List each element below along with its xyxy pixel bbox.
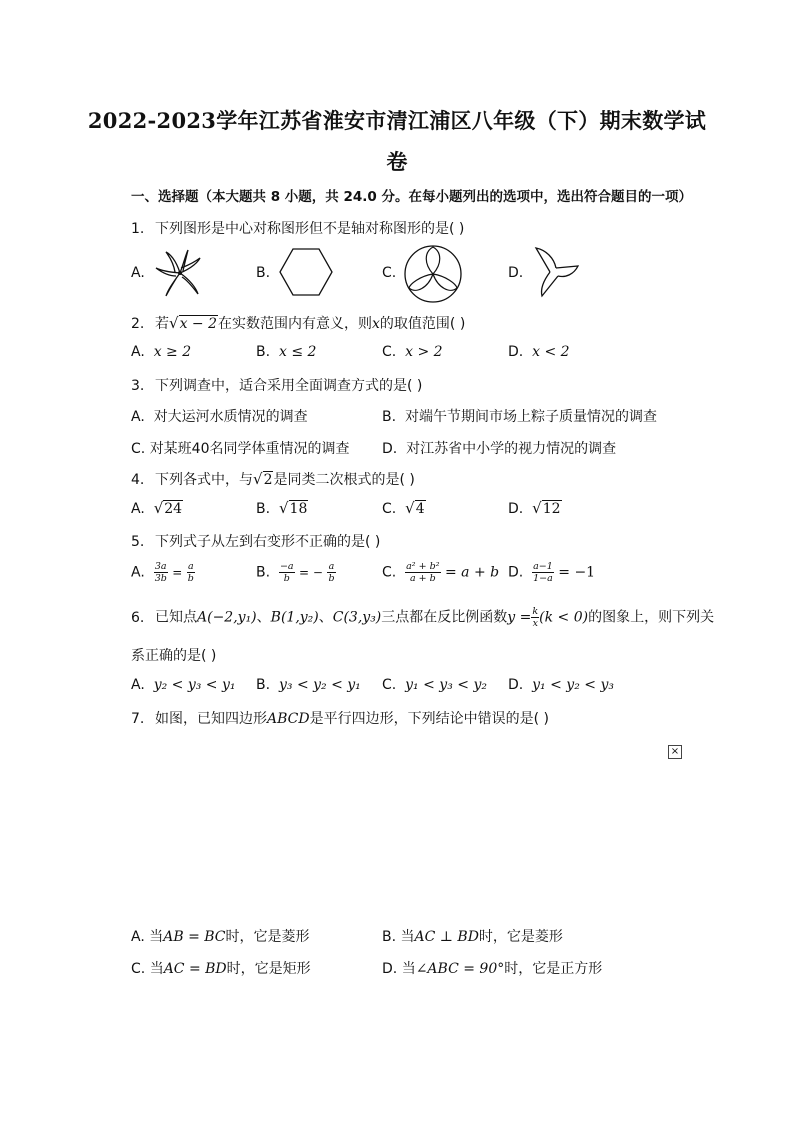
sqrt-icon: √ [278,499,289,517]
q5-option-d: D. $\frac{a-1}{1-a}$ = −1 [508,561,596,584]
q7-option-c: C. 当AC = BD时，它是矩形 [131,961,311,977]
page-title: 2022-2023学年江苏省淮安市清江浦区八年级（下）期末数学试 [87,108,707,133]
q4-option-b: B. √18 [256,499,308,517]
sqrt-icon: √ [405,499,415,517]
q5-option-c: C. $\frac{\text{a² + b²}}{a + b}$ = a + b [382,561,500,584]
sqrt-icon: √ [153,499,164,517]
q4-option-d: D. √12 [508,499,561,517]
q1-option-d-label: D. [508,265,524,281]
q7-option-b: B. 当AC ⊥ BD时，它是菱形 [382,929,563,945]
q2-option-c: C. x > 2 [382,344,443,360]
q5-option-a: A. $\frac{3a}{3b}$ = $\frac{a}{b}$ [131,561,194,584]
pinwheel-icon [150,246,210,300]
sqrt-icon: √ [253,470,263,488]
hexagon-icon [278,246,334,298]
section-heading: 一、选择题（本大题共 8 小题，共 24.0 分。在每小题列出的选项中，选出符合题目的一项） [131,189,693,205]
q2-option-a: A. x ≥ 2 [131,344,192,360]
question-6-stem: 6. 已知点A(−2,y₁)、B(1,y₂)、C(3,y₃)三点都在反比例函数y = $\frac{k}{x}$ (k < 0)的图象上，则下列关 [131,606,715,629]
q6-option-d: D. y₁ < y₂ < y₃ [508,677,614,693]
sqrt-icon: √ [532,499,542,517]
circle-trefoil-icon [402,244,464,304]
question-4-stem: 4. 下列各式中，与√2是同类二次根式的是( ) [131,470,415,488]
question-5-stem: 5. 下列式子从左到右变形不正确的是( ) [131,534,381,550]
question-1-stem: 1. 下列图形是中心对称图形但不是轴对称图形的是( ) [131,221,465,237]
q1-option-b-label: B. [256,265,271,281]
q7-option-d: D. 当∠ABC = 90°时，它是正方形 [382,961,603,977]
q4-option-a: A. √24 [131,499,183,517]
q1-option-a-label: A. [131,265,145,281]
question-2-stem: 2. 若√x − 2在实数范围内有意义，则x的取值范围( ) [131,314,466,332]
q7-option-a: A. 当AB = BC时，它是菱形 [131,929,310,945]
question-6-stem-continued: 系正确的是( ) [131,648,217,664]
broken-image-icon: × [668,745,682,759]
q5-option-b: B. $\frac{-a}{b}$ = − $\frac{a}{b}$ [256,561,335,584]
q1-option-c-label: C. [382,265,397,281]
q6-option-b: B. y₃ < y₂ < y₁ [256,677,361,693]
question-3-stem: 3. 下列调查中，适合采用全面调查方式的是( ) [131,378,423,394]
q3-option-c: C. 对某班40名同学体重情况的调查 [131,441,350,457]
q4-option-c: C. √4 [382,499,425,517]
q3-option-d: D. 对江苏省中小学的视力情况的调查 [382,441,617,457]
q2-option-d: D. x < 2 [508,344,570,360]
sqrt-icon: √ [169,314,179,332]
q3-option-a: A. 对大运河水质情况的调查 [131,409,308,425]
question-7-stem: 7. 如图，已知四边形ABCD是平行四边形，下列结论中错误的是( ) [131,711,549,727]
q3-option-b: B. 对端午节期间市场上粽子质量情况的调查 [382,409,657,425]
q6-option-c: C. y₁ < y₃ < y₂ [382,677,487,693]
radicand: x − 2 [179,316,217,332]
three-blade-icon [528,244,582,300]
q6-option-a: A. y₂ < y₃ < y₁ [131,677,236,693]
page-title-continued: 卷 [386,149,408,174]
q2-option-b: B. x ≤ 2 [256,344,317,360]
